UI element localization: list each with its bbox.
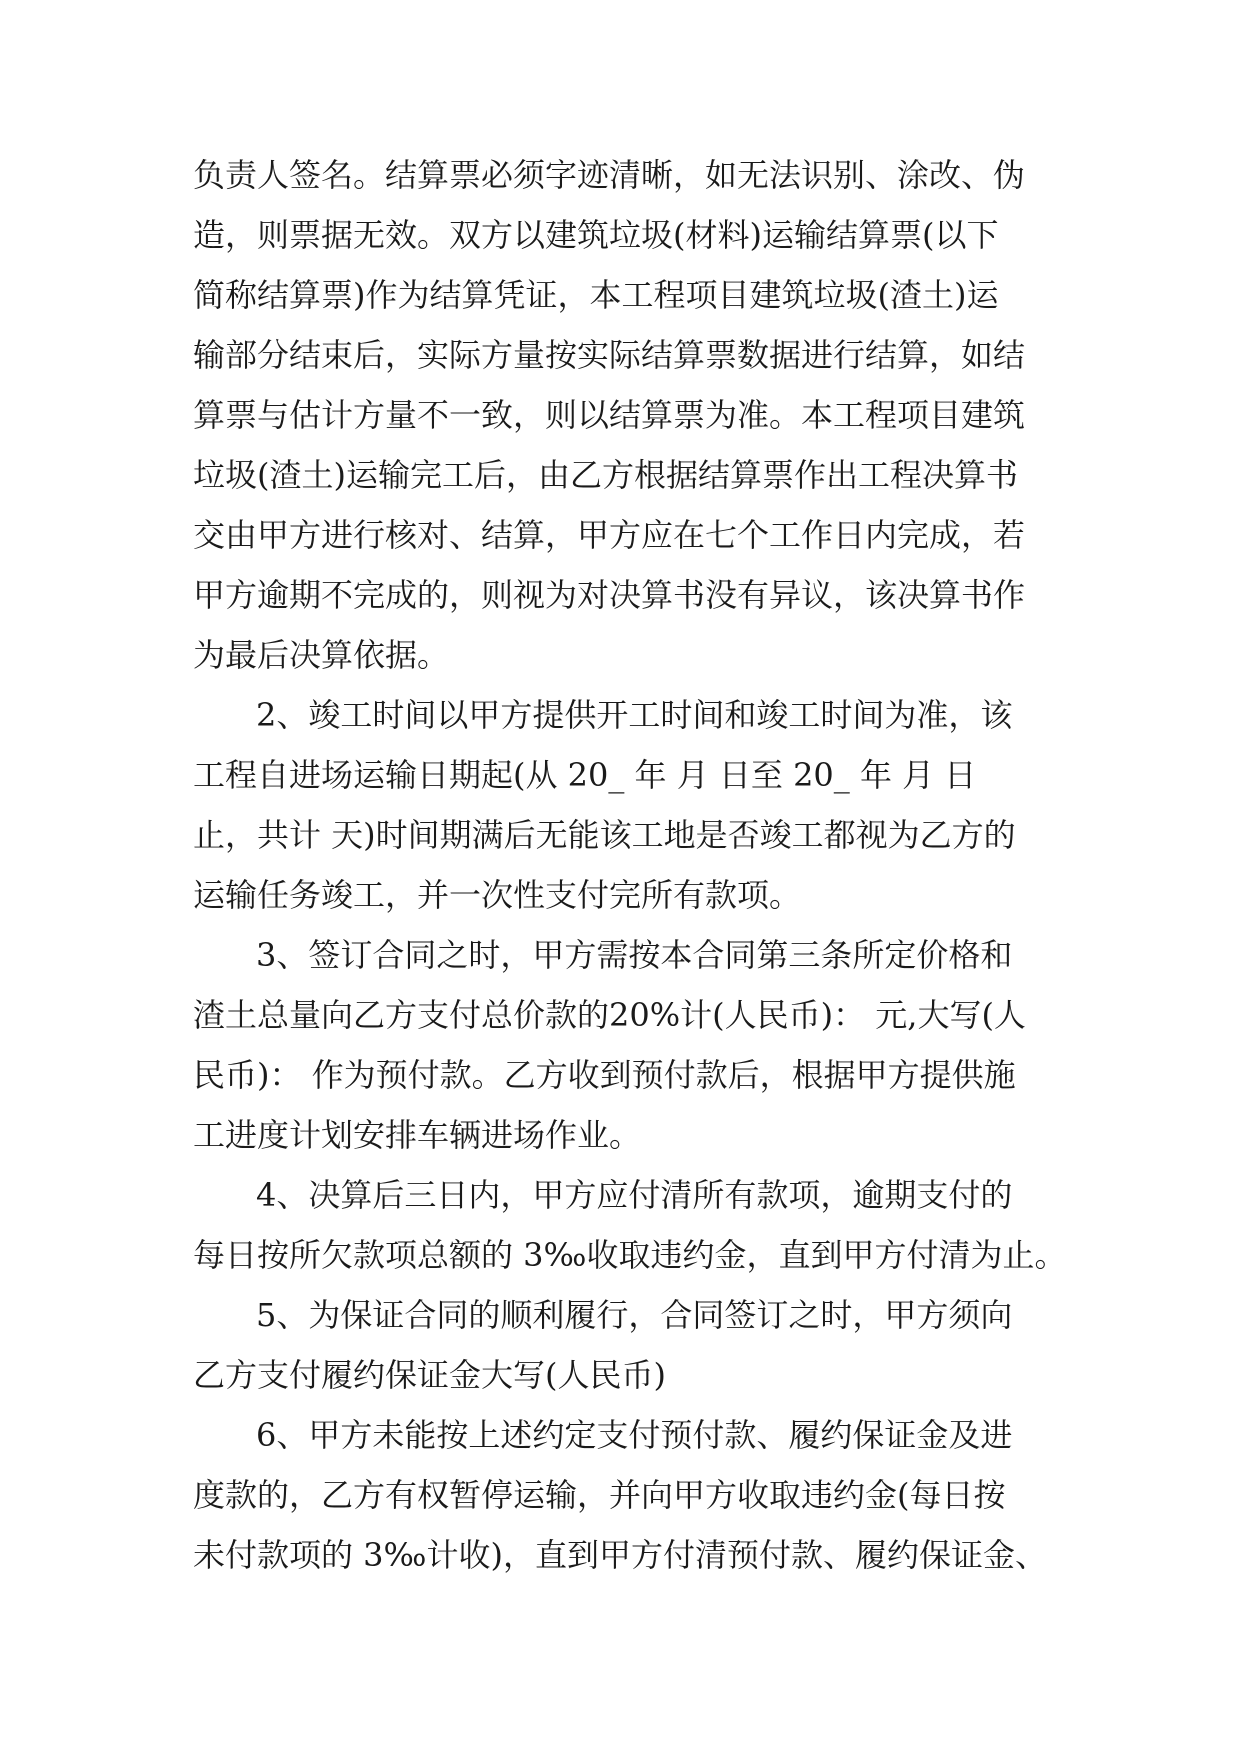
clause-2-start: 2、竣工时间以甲方提供开工时间和竣工时间为准，该 bbox=[256, 696, 1013, 734]
clause-5-start: 5、为保证合同的顺利履行，合同签订之时，甲方须向 bbox=[256, 1296, 1013, 1334]
text-line: 工程自进场运输日期起(从 20_ 年 月 日至 20_ 年 月 日 bbox=[193, 756, 977, 794]
text-line: 输部分结束后，实际方量按实际结算票数据进行结算，如结 bbox=[193, 336, 1026, 374]
text-line: 乙方支付履约保证金大写(人民币) bbox=[193, 1356, 666, 1394]
text-line: 交由甲方进行核对、结算，甲方应在七个工作日内完成，若 bbox=[193, 516, 1026, 554]
text-line: 简称结算票)作为结算凭证，本工程项目建筑垃圾(渣土)运 bbox=[193, 276, 999, 314]
text-line: 造，则票据无效。双方以建筑垃圾(材料)运输结算票(以下 bbox=[193, 216, 999, 254]
text-line: 度款的，乙方有权暂停运输，并向甲方收取违约金(每日按 bbox=[193, 1476, 1006, 1514]
text-line: 民币)： 作为预付款。乙方收到预付款后，根据甲方提供施 bbox=[193, 1056, 1016, 1094]
text-line: 垃圾(渣土)运输完工后，由乙方根据结算票作出工程决算书 bbox=[193, 456, 1018, 494]
clause-6-start: 6、甲方未能按上述约定支付预付款、履约保证金及进 bbox=[256, 1416, 1013, 1454]
text-line: 工进度计划安排车辆进场作业。 bbox=[193, 1116, 642, 1154]
clause-4-start: 4、决算后三日内，甲方应付清所有款项，逾期支付的 bbox=[256, 1176, 1013, 1214]
text-line: 未付款项的 3‰计收)，直到甲方付清预付款、履约保证金、 bbox=[193, 1536, 1047, 1574]
text-line: 为最后决算依据。 bbox=[193, 636, 450, 674]
text-line: 算票与估计方量不一致，则以结算票为准。本工程项目建筑 bbox=[193, 396, 1026, 434]
text-line: 运输任务竣工，并一次性支付完所有款项。 bbox=[193, 876, 802, 914]
text-line: 止，共计 天)时间期满后无能该工地是否竣工都视为乙方的 bbox=[193, 816, 1016, 854]
text-line: 甲方逾期不完成的，则视为对决算书没有异议，该决算书作 bbox=[193, 576, 1026, 614]
text-line: 渣土总量向乙方支付总价款的20%计(人民币)： 元,大写(人 bbox=[193, 996, 1026, 1034]
text-line: 负责人签名。结算票必须字迹清晰，如无法识别、涂改、伪 bbox=[193, 156, 1026, 194]
text-line: 每日按所欠款项总额的 3‰收取违约金，直到甲方付清为止。 bbox=[193, 1236, 1067, 1274]
clause-3-start: 3、签订合同之时，甲方需按本合同第三条所定价格和 bbox=[256, 936, 1013, 974]
